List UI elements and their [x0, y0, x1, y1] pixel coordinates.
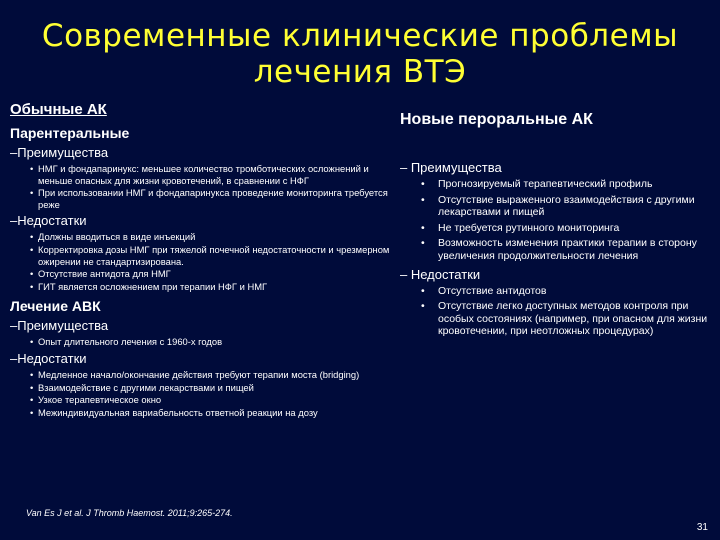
list-item: • Узкое терапевтическое окно [10, 394, 400, 406]
noac-advantages-label: – Преимущества [400, 160, 502, 175]
parenteral-disadvantages-label: –Недостатки [10, 213, 87, 229]
noac-advantages-list [400, 178, 710, 263]
list-item: • Корректировка дозы НМГ при тяжелой почечной недостаточности и чрезмерном ожирении не стандартизирована. [10, 244, 400, 267]
parenteral-disadvantages-list [10, 231, 400, 292]
list-item: • Опыт длительного лечения с 1960-х годов [10, 336, 400, 348]
page-number: 31 [696, 522, 708, 533]
new-oral-ac-heading: Новые пероральные АК [400, 111, 593, 128]
left-column [10, 101, 400, 419]
parenteral-heading: Парентеральные [10, 125, 130, 141]
avk-heading: Лечение АВК [10, 298, 101, 315]
title-line-2: лечения ВТЭ [253, 54, 467, 90]
avk-advantages-list [10, 336, 400, 348]
avk-disadvantages-label: –Недостатки [10, 350, 87, 366]
list-item: • Не требуется рутинного мониторинга [400, 222, 710, 235]
list-item: • Отсутствие выраженного взаимодействия с другими лекарствами и пищей [400, 194, 710, 219]
slide-title [0, 18, 720, 90]
noac-disadvantages-label: – Недостатки [400, 266, 481, 282]
avk-disadvantages-list [10, 369, 400, 418]
noac-disadvantages-list [400, 285, 710, 338]
list-item: • Межиндивидуальная вариабельность ответной реакции на дозу [10, 407, 400, 419]
avk-advantages-label: –Преимущества [10, 318, 109, 334]
list-item: • ГИТ является осложнением при терапии НФГ и НМГ [10, 281, 400, 293]
list-item: • НМГ и фондапаринукс: меньшее количество тромботических осложнений и меньше опасных для жизни кровотечений, в сравнении с НФГ [10, 163, 400, 186]
list-item: • Отсутствие легко доступных методов контроля при особых состояниях (например, при опасном для жизни кровотечении, при неотложных процедурах) [400, 300, 710, 338]
list-item: • Возможность изменения практики терапии в сторону увеличения продолжительности лечения [400, 237, 710, 262]
title-line-1: Современные клинические проблемы [41, 18, 679, 54]
list-item: • Взаимодействие с другими лекарствами и пищей [10, 382, 400, 394]
citation-footnote: Van Es J et al. J Thromb Haemost. 2011;9:265-274. [26, 508, 233, 518]
list-item: • Должны вводиться в виде инъекций [10, 231, 400, 243]
right-column [400, 110, 710, 341]
list-item: • Отсутствие антидота для НМГ [10, 268, 400, 280]
list-item: • Медленное начало/окончание действия требуют терапии моста (bridging) [10, 369, 400, 381]
list-item: • При использовании НМГ и фондапаринукса проведение мониторинга требуется реже [10, 187, 400, 210]
list-item: • Отсутствие антидотов [400, 285, 710, 298]
parenteral-advantages-list [10, 163, 400, 210]
parenteral-advantages-label: –Преимущества [10, 145, 109, 160]
conventional-ac-heading: Обычные АК [10, 101, 107, 118]
list-item: • Прогнозируемый терапевтический профиль [400, 178, 710, 191]
